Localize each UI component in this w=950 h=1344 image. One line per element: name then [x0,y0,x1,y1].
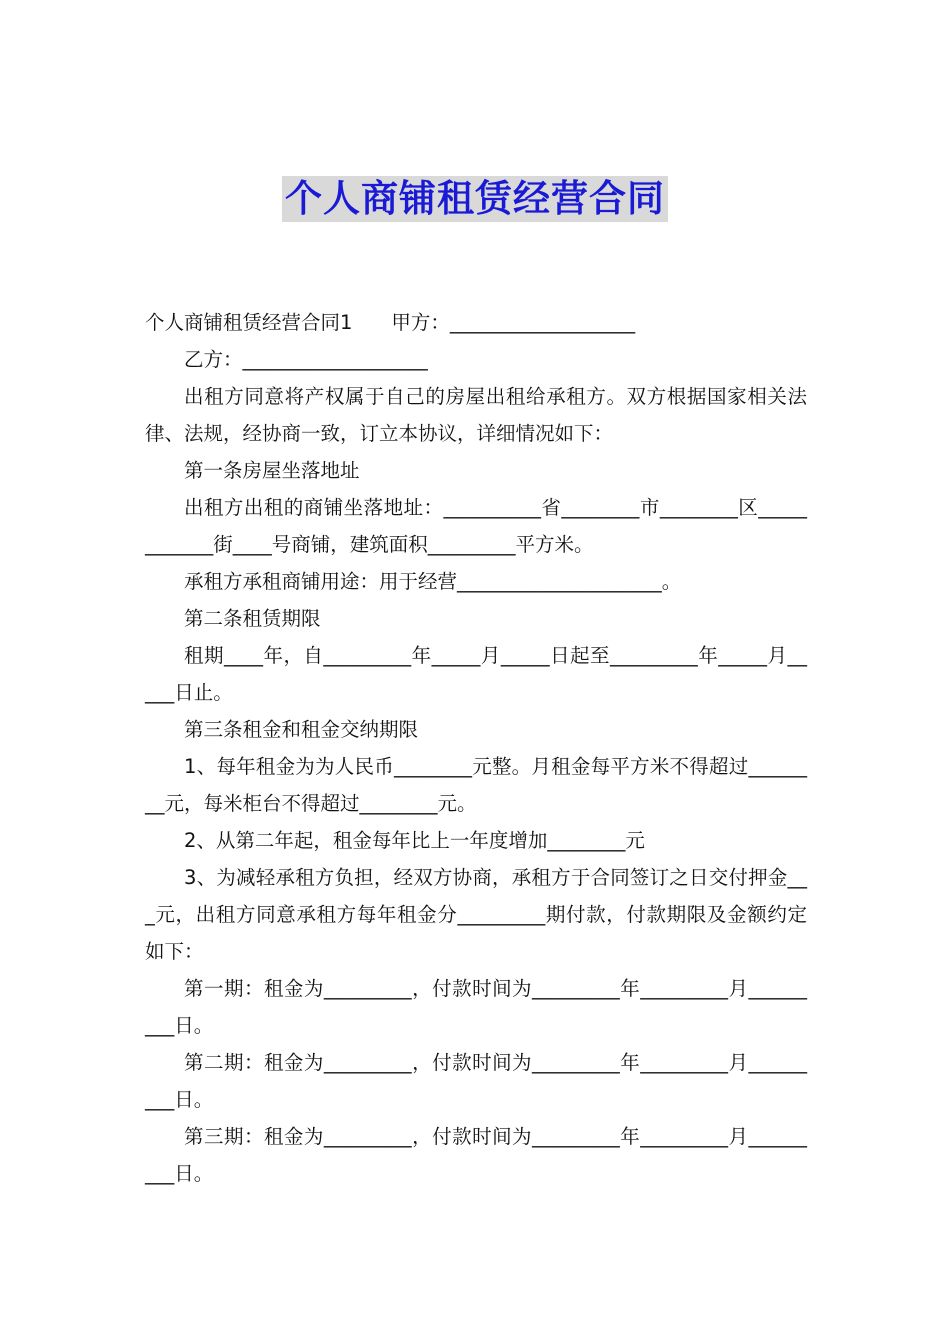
paragraph-party-b: 乙方：___________________ [184,348,428,371]
paragraph-intro: 出租方同意将产权属于自己的房屋出租给承租方。双方根据国家相关法律、法规，经协商一致，订立本协议，详细情况如下： [145,385,807,445]
clause-heading-2: 第二条租赁期限 [184,607,321,630]
clause-heading-1: 第一条房屋坐落地址 [184,459,360,482]
paragraph-installment-1: 第一期：租金为_________，付款时间为_________年_________月_________日。 [145,977,807,1037]
paragraph-usage: 承租方承租商铺用途：用于经营_____________________。 [184,570,682,593]
paragraph-rent-3: 3、为减轻承租方负担，经双方协商，承租方于合同签订之日交付押金___元，出租方同意承租方每年租金分_________期付款，付款期限及金额约定如下： [145,866,807,963]
paragraph-installment-2: 第二期：租金为_________，付款时间为_________年_________月_________日。 [145,1051,807,1111]
document-body [145,304,807,1192]
title-container [0,176,950,222]
paragraph-rent-1: 1、每年租金为为人民币________元整。月租金每平方米不得超过________元，每米柜台不得超过________元。 [145,755,807,815]
paragraph-header-party-a: 个人商铺租赁经营合同1 甲方：___________________ [145,311,636,334]
document-title: 个人商铺租赁经营合同 [282,176,668,222]
paragraph-installment-3: 第三期：租金为_________，付款时间为_________年_________月_________日。 [145,1125,807,1185]
clause-heading-3: 第三条租金和租金交纳期限 [184,718,419,741]
paragraph-term: 租期____年，自_________年_____月_____日起至_________年_____月_____日止。 [145,644,807,704]
paragraph-address: 出租方出租的商铺坐落地址：__________省________市________区____________街____号商铺，建筑面积_________平方米。 [145,496,807,556]
paragraph-rent-2: 2、从第二年起，租金每年比上一年度增加________元 [184,829,645,852]
